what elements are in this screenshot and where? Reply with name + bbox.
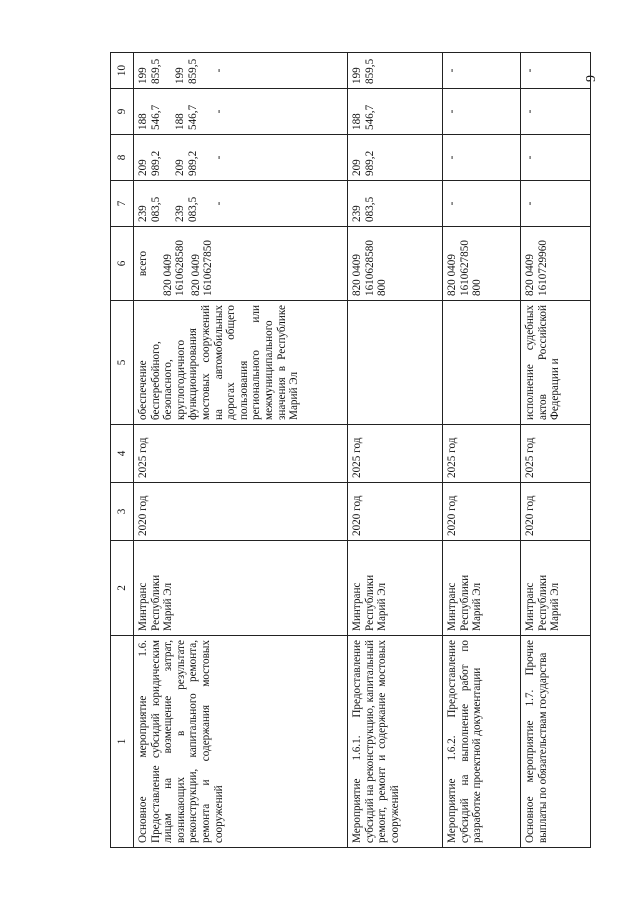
activity-name: Основное мероприятие 1.7. Прочие выплаты по обязательствам государства — [521, 636, 591, 848]
amount: 239 083,5 — [348, 181, 443, 227]
budget-code: 820 0409 1610628580 800 — [348, 227, 443, 301]
budget-code: 820 0409 1610627850 — [189, 240, 215, 296]
amount-cell-2020 — [134, 181, 348, 227]
amount: - — [443, 135, 521, 181]
rotated-table-wrapper — [110, 53, 600, 848]
executor: Минтранс Республики Марий Эл — [348, 541, 443, 636]
column-header: 1 — [111, 636, 134, 848]
end-year: 2025 год — [134, 425, 348, 483]
amount: - — [443, 89, 521, 135]
start-year: 2020 год — [443, 483, 521, 541]
amount: 199 859,5 — [174, 58, 199, 84]
amount: 209 989,2 — [348, 135, 443, 181]
amount: - — [521, 53, 591, 89]
activity-name: Основное мероприятие 1.6. Предоставление субсидий юридическим лицам на возмещение затрат, возникающих в результате реконструкции, капитального ремонта, ремонта и содержания мостовых сооружений — [134, 636, 348, 848]
budget-code-cell — [134, 227, 348, 301]
column-header: 6 — [111, 227, 134, 301]
column-header: 9 — [111, 89, 134, 135]
column-header: 3 — [111, 483, 134, 541]
amount: - — [521, 89, 591, 135]
amount: - — [443, 181, 521, 227]
table-row — [521, 53, 591, 848]
header-row — [111, 53, 134, 848]
activity-name: Мероприятие 1.6.2. Предоставление субсидий на выполнение работ по разработке проектной документации — [443, 636, 521, 848]
amount-cell-2022 — [134, 89, 348, 135]
expected-result — [443, 301, 521, 425]
amount: - — [213, 68, 226, 73]
amount: 199 859,5 — [348, 53, 443, 89]
end-year: 2025 год — [348, 425, 443, 483]
expected-result: исполнение судебных актов Российской Федерации и — [521, 301, 591, 425]
amount: 188 546,7 — [137, 104, 162, 130]
column-header: 8 — [111, 135, 134, 181]
start-year: 2020 год — [348, 483, 443, 541]
end-year: 2025 год — [443, 425, 521, 483]
activity-name: Мероприятие 1.6.1. Предоставление субсидий на реконструкцию, капитальный ремонт, ремонт и содержание мостовых сооружений — [348, 636, 443, 848]
expected-result — [348, 301, 443, 425]
table-row — [134, 53, 348, 848]
amount: 239 083,5 — [174, 196, 199, 222]
column-header: 7 — [111, 181, 134, 227]
table-row — [443, 53, 521, 848]
executor: Минтранс Республики Марий Эл — [521, 541, 591, 636]
page-number: 9 — [584, 75, 599, 82]
column-header: 10 — [111, 53, 134, 89]
amount: - — [213, 155, 226, 160]
amount: 239 083,5 — [137, 196, 162, 222]
budget-code-total: всего — [137, 250, 149, 277]
amount-cell-2021 — [134, 135, 348, 181]
executor: Минтранс Республики Марий Эл — [134, 541, 348, 636]
amount: 199 859,5 — [137, 58, 162, 84]
column-header: 5 — [111, 301, 134, 425]
amount: 209 989,2 — [137, 150, 162, 176]
end-year: 2025 год — [521, 425, 591, 483]
column-header: 4 — [111, 425, 134, 483]
column-header: 2 — [111, 541, 134, 636]
budget-code: 820 0409 1610729960 — [521, 227, 591, 301]
program-table — [110, 52, 591, 848]
budget-code: 820 0409 1610628580 — [161, 240, 187, 296]
amount: - — [213, 109, 226, 114]
budget-code: 820 0409 1610627850 800 — [443, 227, 521, 301]
amount: - — [521, 135, 591, 181]
amount: 209 989,2 — [174, 150, 199, 176]
amount: - — [521, 181, 591, 227]
executor: Минтранс Республики Марий Эл — [443, 541, 521, 636]
amount: - — [213, 201, 226, 206]
table-row — [348, 53, 443, 848]
expected-result: обеспечение бесперебойного, безопасного, круглогодичного функционирования мостовых сооружений на автомобильных дорогах общего пользования регионального или межмуниципального значения в Республике Марий Эл — [134, 301, 348, 425]
amount: 188 546,7 — [174, 104, 199, 130]
amount: - — [443, 53, 521, 89]
amount-cell-2023 — [134, 53, 348, 89]
start-year: 2020 год — [134, 483, 348, 541]
amount: 188 546,7 — [348, 89, 443, 135]
start-year: 2020 год — [521, 483, 591, 541]
